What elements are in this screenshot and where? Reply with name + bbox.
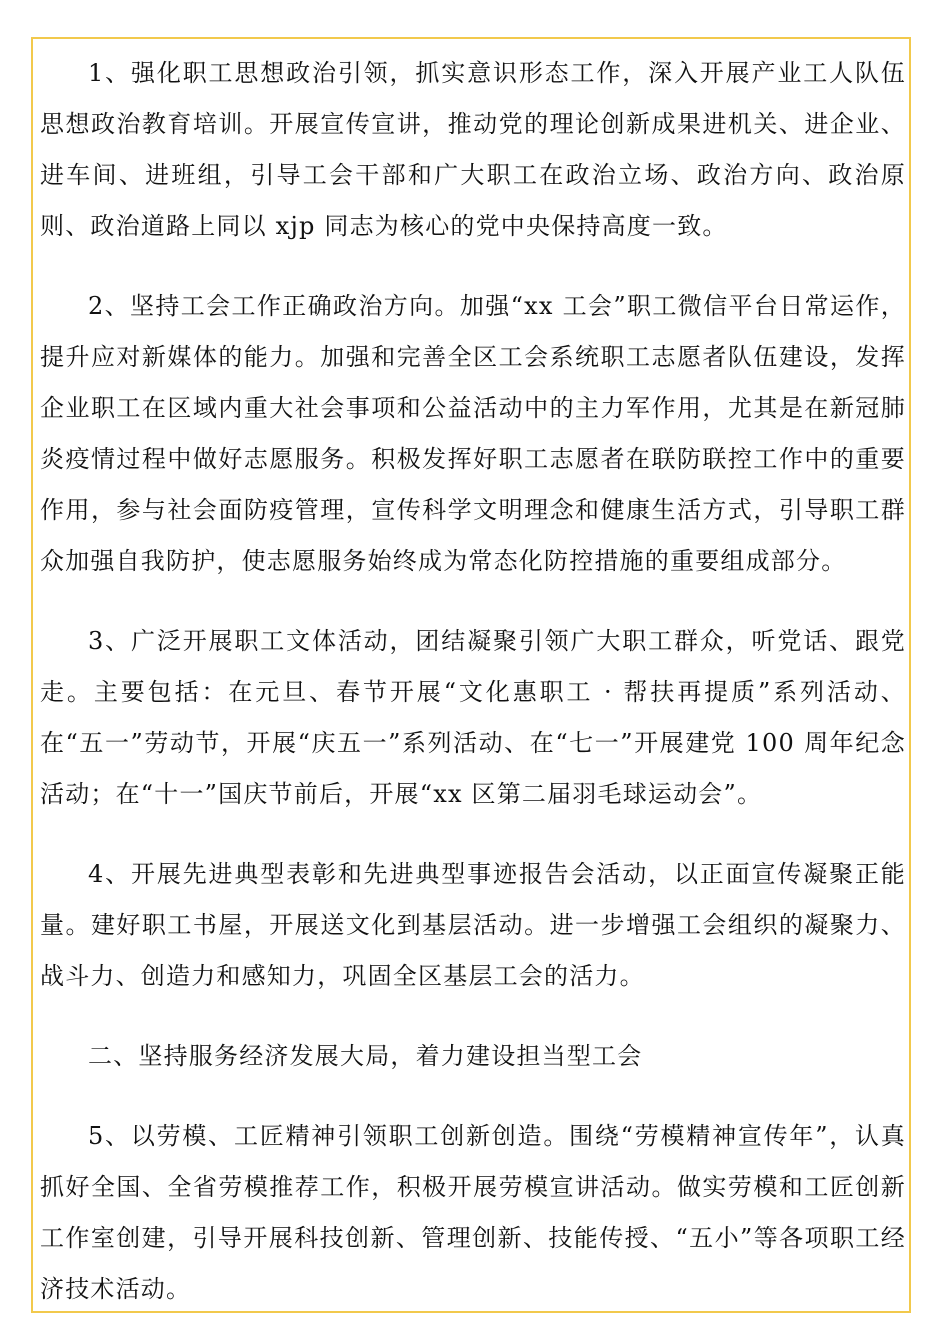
paragraph-1: 1、强化职工思想政治引领，抓实意识形态工作，深入开展产业工人队伍思想政治教育培训。开展宣传宣讲，推动党的理论创新成果进机关、进企业、进车间、进班组，引导工会干部和广大职工在政治立场、政治方向、政治原则、政治道路上同以 xjp 同志为核心的党中央保持高度一致。: [40, 59, 906, 240]
paragraph-4: 4、开展先进典型表彰和先进典型事迹报告会活动，以正面宣传凝聚正能量。建好职工书屋，开展送文化到基层活动。进一步增强工会组织的凝聚力、战斗力、创造力和感知力，巩固全区基层工会的活力。: [40, 860, 906, 990]
section-heading: 二、坚持服务经济发展大局，着力建设担当型工会: [88, 1042, 643, 1070]
paragraph-2: 2、坚持工会工作正确政治方向。加强“xx 工会”职工微信平台日常运作，提升应对新媒体的能力。加强和完善全区工会系统职工志愿者队伍建设，发挥企业职工在区域内重大社会事项和公益活动中的主力军作用，尤其是在新冠肺炎疫情过程中做好志愿服务。积极发挥好职工志愿者在联防联控工作中的重要作用，参与社会面防疫管理，宣传科学文明理念和健康生活方式，引导职工群众加强自我防护，使志愿服务始终成为常态化防控措施的重要组成部分。: [40, 292, 906, 575]
paragraph-5: 5、以劳模、工匠精神引领职工创新创造。围绕“劳模精神宣传年”，认真抓好全国、全省劳模推荐工作，积极开展劳模宣讲活动。做实劳模和工匠创新工作室创建，引导开展科技创新、管理创新、技能传授、“五小”等各项职工经济技术活动。: [40, 1122, 906, 1303]
document-body: [40, 48, 906, 1344]
paragraph-3: 3、广泛开展职工文体活动，团结凝聚引领广大职工群众，听党话、跟党走。主要包括：在元旦、春节开展“文化惠职工 · 帮扶再提质”系列活动、在“五一”劳动节，开展“庆五一”系列活动、在“七一”开展建党 100 周年纪念活动；在“十一”国庆节前后，开展“xx 区第二届羽毛球运动会”。: [40, 627, 906, 808]
